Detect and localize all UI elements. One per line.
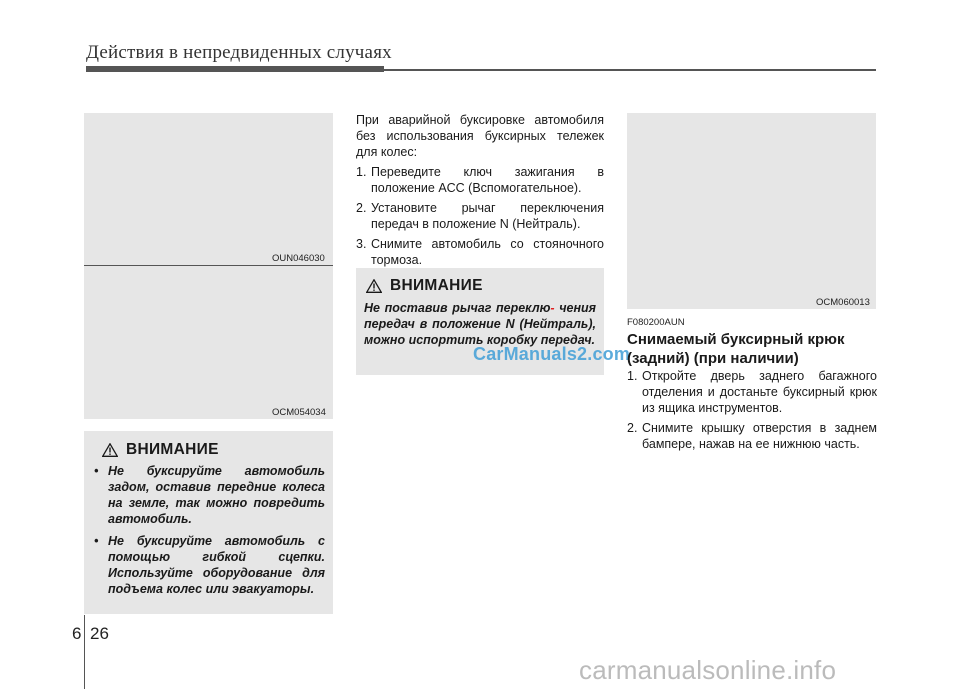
warning-bullet-1 <box>92 463 325 527</box>
page-number: 26 <box>90 624 109 643</box>
step-number: 1. <box>627 369 638 383</box>
warning-title: ВНИМАНИЕ <box>390 277 483 294</box>
warning-bullet-text: Не буксируйте автомобиль задом, оставив передние колеса на земле, так можно повредить автомобиль. <box>108 464 325 526</box>
step-text: Переведите ключ зажигания в положение ACC (Вспомогательное). <box>371 165 604 195</box>
step-item <box>627 420 877 452</box>
step-number: 1. <box>356 165 367 179</box>
figure-ocm054034 <box>84 266 333 419</box>
step-text: Откройте дверь заднего багажного отделения и достаньте буксирный крюк из ящика инструментов. <box>642 369 877 415</box>
warning-text-rest: чения передач в положение N (Нейтраль), можно испортить коробку передач. <box>364 301 596 347</box>
chapter-number: 6 <box>72 624 82 643</box>
right-steps <box>627 364 877 452</box>
step-text: Снимите автомобиль со стояночного тормоза. <box>371 237 604 267</box>
step-number: 2. <box>356 201 367 215</box>
section-heading: Снимаемый буксирный крюк (задний) (при наличии) <box>627 331 845 367</box>
section-code: F080200AUN <box>627 317 685 328</box>
step-text: Установите рычаг переключения передач в положение N (Нейтраль). <box>371 201 604 231</box>
title-underline <box>86 69 876 71</box>
figure-label-2: OCM054034 <box>272 407 326 418</box>
warning-triangle-icon <box>102 443 118 457</box>
watermark-center: CarManuals2.com <box>473 344 631 364</box>
warning-box-left <box>84 431 333 614</box>
figure-oun046030 <box>84 113 333 265</box>
warning-text-start: Не поставив рычаг переклю <box>364 301 551 315</box>
step-text: Снимите крышку отверстия в заднем бампере, нажав на ее нижнюю часть. <box>642 421 877 451</box>
warning-triangle-icon <box>366 279 382 293</box>
step-number: 2. <box>627 421 638 435</box>
bullet-symbol: • <box>94 464 99 478</box>
warning-title: ВНИМАНИЕ <box>126 441 219 458</box>
figure-label-1: OUN046030 <box>272 253 325 264</box>
warning-bullet-text: Не буксируйте автомобиль с помощью гибкой сцепки. Используйте оборудование для подъема колес или эвакуаторы. <box>108 534 325 596</box>
figure-ocm060013 <box>627 113 876 309</box>
warning-bullet-2 <box>92 533 325 597</box>
step-item <box>356 164 604 196</box>
warning-list <box>92 463 325 603</box>
step-item <box>356 200 604 232</box>
page-title: Действия в непредвиденных случаях <box>86 42 392 63</box>
bullet-symbol: • <box>94 534 99 548</box>
step-item <box>627 368 877 416</box>
figure-label-3: OCM060013 <box>816 297 870 308</box>
footer-divider <box>84 615 85 689</box>
middle-column <box>356 112 604 268</box>
watermark-footer: carmanualsonline.info <box>579 655 837 685</box>
step-number: 3. <box>356 237 367 251</box>
step-item <box>356 236 604 268</box>
intro-paragraph: При аварийной буксировке автомобиля без использования буксирных тележек для колес: <box>356 113 604 159</box>
warning-hyphen: - <box>550 301 555 315</box>
warning-text <box>364 300 596 348</box>
